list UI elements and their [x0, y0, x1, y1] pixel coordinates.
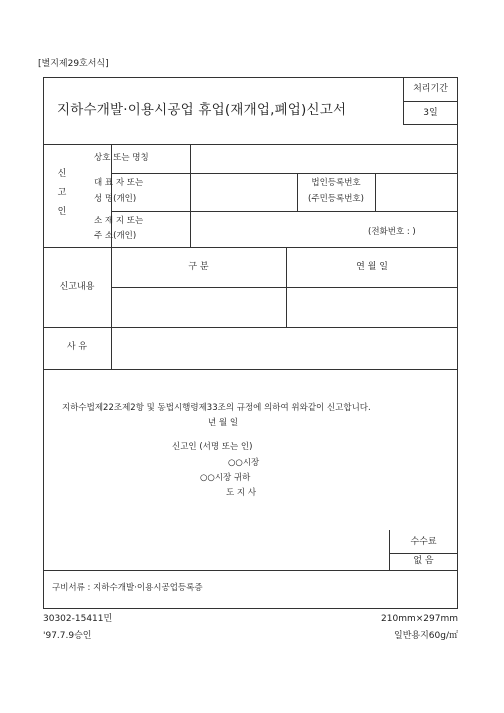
address-label-2: 주 소(개인): [94, 231, 137, 241]
processing-value: 3일: [423, 108, 438, 118]
representative-label-2: 성 명(개인): [94, 194, 137, 204]
form-code: 30302-15411민: [43, 614, 113, 624]
form-number: [별지제29호서식]: [38, 59, 109, 69]
recipient-line-2: ○○시장 귀하: [200, 473, 251, 483]
declaration-statement: 지하수법제22조제2항 및 동법시행령제33조의 규정에 의하여 위와같이 신고합니다.: [62, 403, 371, 413]
approval-date: '97.7.9승인: [43, 631, 92, 641]
divider-reporter: [43, 247, 458, 248]
page-title: 지하수개발·이용시공업 휴업(재개업,폐업)신고서: [57, 102, 347, 118]
declaration-date: 년 월 일: [208, 418, 239, 428]
category-header: 구 분: [188, 262, 209, 272]
divider-fee: [389, 553, 458, 554]
divider-name: [111, 173, 458, 174]
date-header: 연 월 일: [356, 262, 388, 272]
value-column-line: [190, 144, 191, 247]
divider-content: [43, 327, 458, 328]
attachments-note: 구비서류 : 지하수개발·이용시공업등록증: [52, 583, 203, 593]
representative-label-1: 대 표 자 또는: [94, 178, 144, 188]
corp-number-label-2: (주민등록번호): [308, 194, 364, 204]
declaration-signer: 신고인 (서명 또는 인): [172, 442, 253, 452]
reporter-label-char-2: 고: [57, 188, 67, 198]
divider-fee-bottom: [43, 570, 458, 571]
paper-size: 210mm×297mm: [381, 614, 458, 624]
fee-value: 없 음: [413, 556, 434, 566]
divider-reason: [43, 369, 458, 370]
reason-label: 사 유: [66, 342, 88, 352]
divider-rep: [111, 211, 458, 212]
paper-type: 일반용지60g/㎡: [394, 631, 458, 641]
recipient-line-3: 도 지 사: [226, 488, 257, 498]
corp-label-right-line: [375, 173, 376, 211]
processing-divider: [403, 101, 458, 102]
reporter-label-char-3: 인: [57, 207, 67, 217]
processing-label: 처리기간: [413, 84, 448, 94]
address-label-1: 소 재 지 또는: [94, 216, 144, 226]
fee-label: 수수료: [410, 537, 437, 547]
content-mid-line: [286, 247, 287, 327]
recipient-line-1: ○○시장: [228, 458, 260, 468]
phone-label: (전화번호 : ): [368, 227, 416, 237]
reporter-label-char-1: 신: [57, 169, 67, 179]
content-label: 신고내용: [59, 282, 95, 292]
divider-content-row: [111, 287, 458, 288]
divider-title: [43, 144, 458, 145]
corp-number-label-1: 법인등록번호: [311, 178, 361, 188]
business-name-label: 상호 또는 명칭: [94, 153, 149, 163]
